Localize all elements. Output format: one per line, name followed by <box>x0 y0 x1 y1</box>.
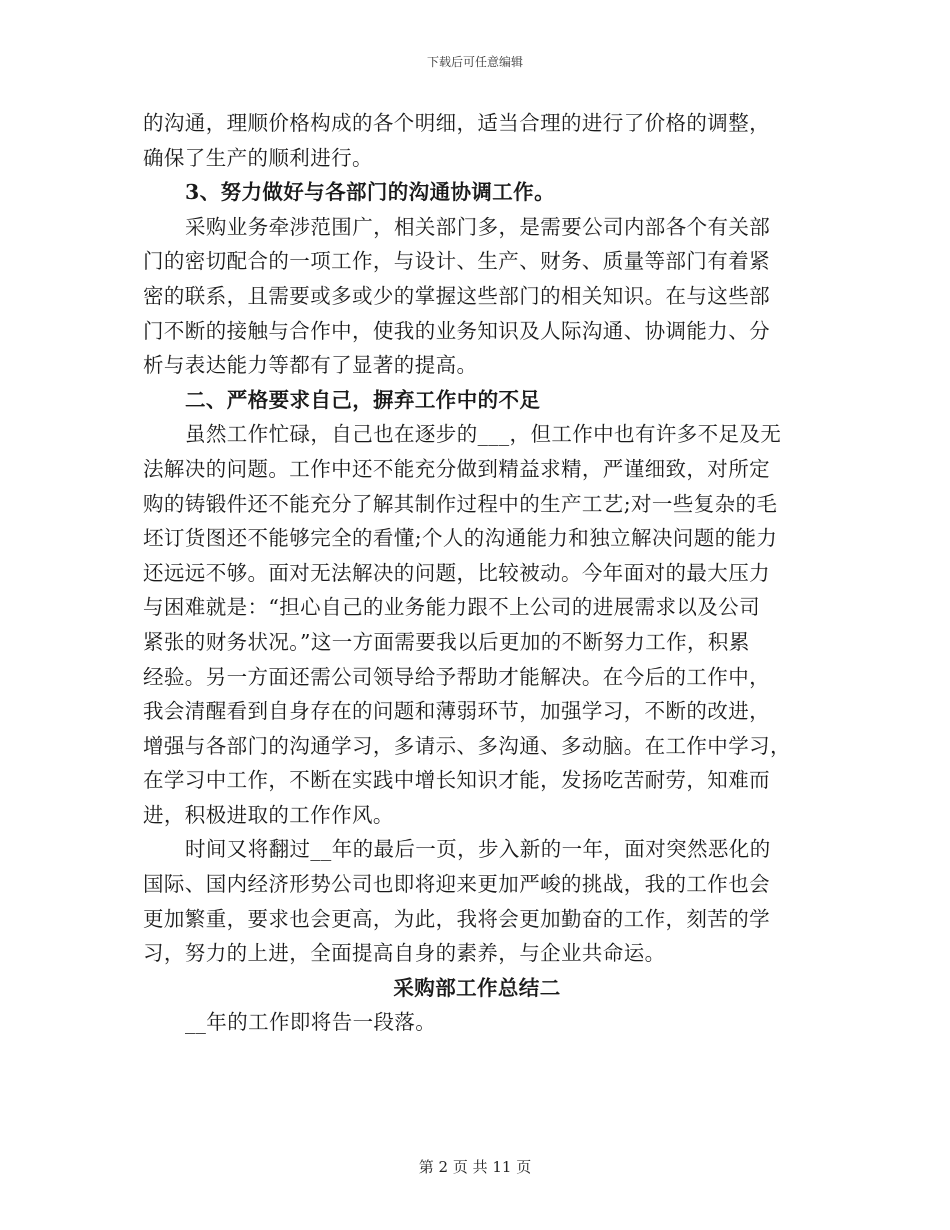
paragraph-line: 门的密切配合的一项工作，与设计、生产、财务、质量等部门有着紧 <box>143 249 770 274</box>
section-heading: 3、努力做好与各部门的沟通协调工作。 <box>185 180 555 205</box>
paragraph-line: 进，积极进取的工作作风。 <box>143 802 394 827</box>
paragraph-line: 经验。另一方面还需公司领导给予帮助才能解决。在今后的工作中， <box>143 664 770 689</box>
paragraph-line: 增强与各部门的沟通学习，多请示、多沟通、多动脑。在工作中学习， <box>143 733 791 758</box>
paragraph-line: 时间又将翻过__年的最后一页，步入新的一年，面对突然恶化的 <box>185 837 771 862</box>
paragraph-line: 虽然工作忙碌，自己也在逐步的___，但工作中也有许多不足及无 <box>185 422 782 447</box>
paragraph-line: 更加繁重，要求也会更高，为此，我将会更加勤奋的工作，刻苦的学 <box>143 906 770 931</box>
paragraph-line: 还远远不够。面对无法解决的问题，比较被动。今年面对的最大压力 <box>143 560 770 585</box>
paragraph-line: 采购业务牵涉范围广，相关部门多，是需要公司内部各个有关部 <box>185 214 771 239</box>
section-heading: 采购部工作总结二 <box>393 975 561 1000</box>
paragraph-line: 国际、国内经济形势公司也即将迎来更加严峻的挑战，我的工作也会 <box>143 872 770 897</box>
paragraph-line: 的沟通，理顺价格构成的各个明细，适当合理的进行了价格的调整， <box>143 111 770 135</box>
paragraph-line: 确保了生产的顺利进行。 <box>143 145 373 170</box>
paragraph-line: 在学习中工作，不断在实践中增长知识才能，发扬吃苦耐劳，知难而 <box>143 768 770 793</box>
paragraph-line: 紧张的财务状况。”这一方面需要我以后更加的不断努力工作，积累 <box>143 629 750 654</box>
paragraph-line: 购的铸锻件还不能充分了解其制作过程中的生产工艺;对一些复杂的毛 <box>143 491 778 516</box>
page-header: 下载后可任意编辑 <box>426 55 523 69</box>
paragraph-line: 坯订货图还不能够完全的看懂;个人的沟通能力和独立解决问题的能力 <box>143 526 778 551</box>
paragraph-line: 析与表达能力等都有了显著的提高。 <box>143 353 478 378</box>
paragraph-line: __年的工作即将告一段落。 <box>185 1010 437 1035</box>
page-footer: 第 2 页 共 11 页 <box>418 1158 532 1176</box>
section-heading: 二、严格要求自己，摒弃工作中的不足 <box>185 387 541 412</box>
paragraph-line: 法解决的问题。工作中还不能充分做到精益求精，严谨细致，对所定 <box>143 456 770 481</box>
paragraph-line: 与困难就是：“担心自己的业务能力跟不上公司的进展需求以及公司 <box>143 595 760 620</box>
paragraph-line: 习，努力的上进，全面提高自身的素养，与企业共命运。 <box>143 941 666 966</box>
paragraph-line: 我会清醒看到自身存在的问题和薄弱环节，加强学习，不断的改进， <box>143 699 770 724</box>
paragraph-line: 门不断的接触与合作中，使我的业务知识及人际沟通、协调能力、分 <box>143 318 770 343</box>
document-body <box>143 106 811 1040</box>
paragraph-line: 密的联系，且需要或多或少的掌握这些部门的相关知识。在与这些部 <box>143 283 770 308</box>
